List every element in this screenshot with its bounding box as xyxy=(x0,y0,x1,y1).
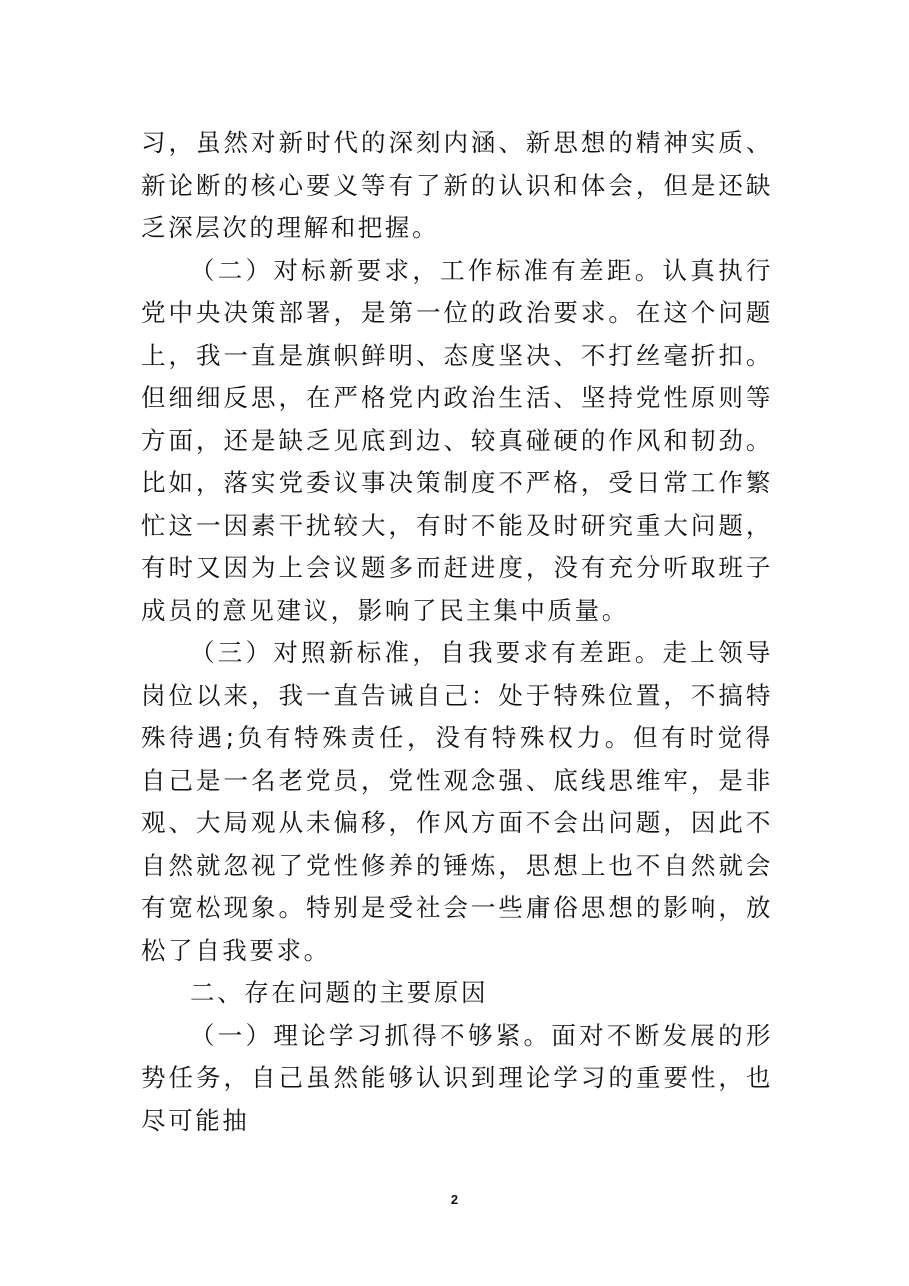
page-number: 2 xyxy=(450,1192,459,1207)
paragraph-subsection-1: （一）理论学习抓得不够紧。面对不断发展的形势任务，自己虽然能够认识到理论学习的重要性，也尽可能抽 xyxy=(141,1020,773,1135)
paragraph-section-2: （二）对标新要求，工作标准有差距。认真执行党中央决策部署，是第一位的政治要求。在这个问题上，我一直是旗帜鲜明、态度坚决、不打丝毫折扣。但细细反思，在严格党内政治生活、坚持党性原则等方面，还是缺乏见底到边、较真碰硬的作风和韧劲。比如，落实党委议事决策制度不严格，受日常工作繁忙这一因素干扰较大，有时不能及时研究重大问题，有时又因为上会议题多而赶进度，没有充分听取班子成员的意见建议，影响了民主集中质量。 xyxy=(141,255,773,625)
section-heading: 二、存在问题的主要原因 xyxy=(190,978,489,1007)
paragraph-section-3: （三）对照新标准，自我要求有差距。走上领导岗位以来，我一直告诫自己：处于特殊位置，不搞特殊待遇;负有特殊责任，没有特殊权力。但有时觉得自己是一名老党员，党性观念强、底线思维牢，是非观、大局观从未偏移，作风方面不会出问题，因此不自然就忽视了党性修养的锤炼，思想上也不自然就会有宽松现象。特别是受社会一些庸俗思想的影响，放松了自我要求。 xyxy=(141,638,773,965)
paragraph-continuation: 习，虽然对新时代的深刻内涵、新思想的精神实质、新论断的核心要义等有了新的认识和体会，但是还缺乏深层次的理解和把握。 xyxy=(141,128,773,242)
document-body xyxy=(141,122,773,1142)
